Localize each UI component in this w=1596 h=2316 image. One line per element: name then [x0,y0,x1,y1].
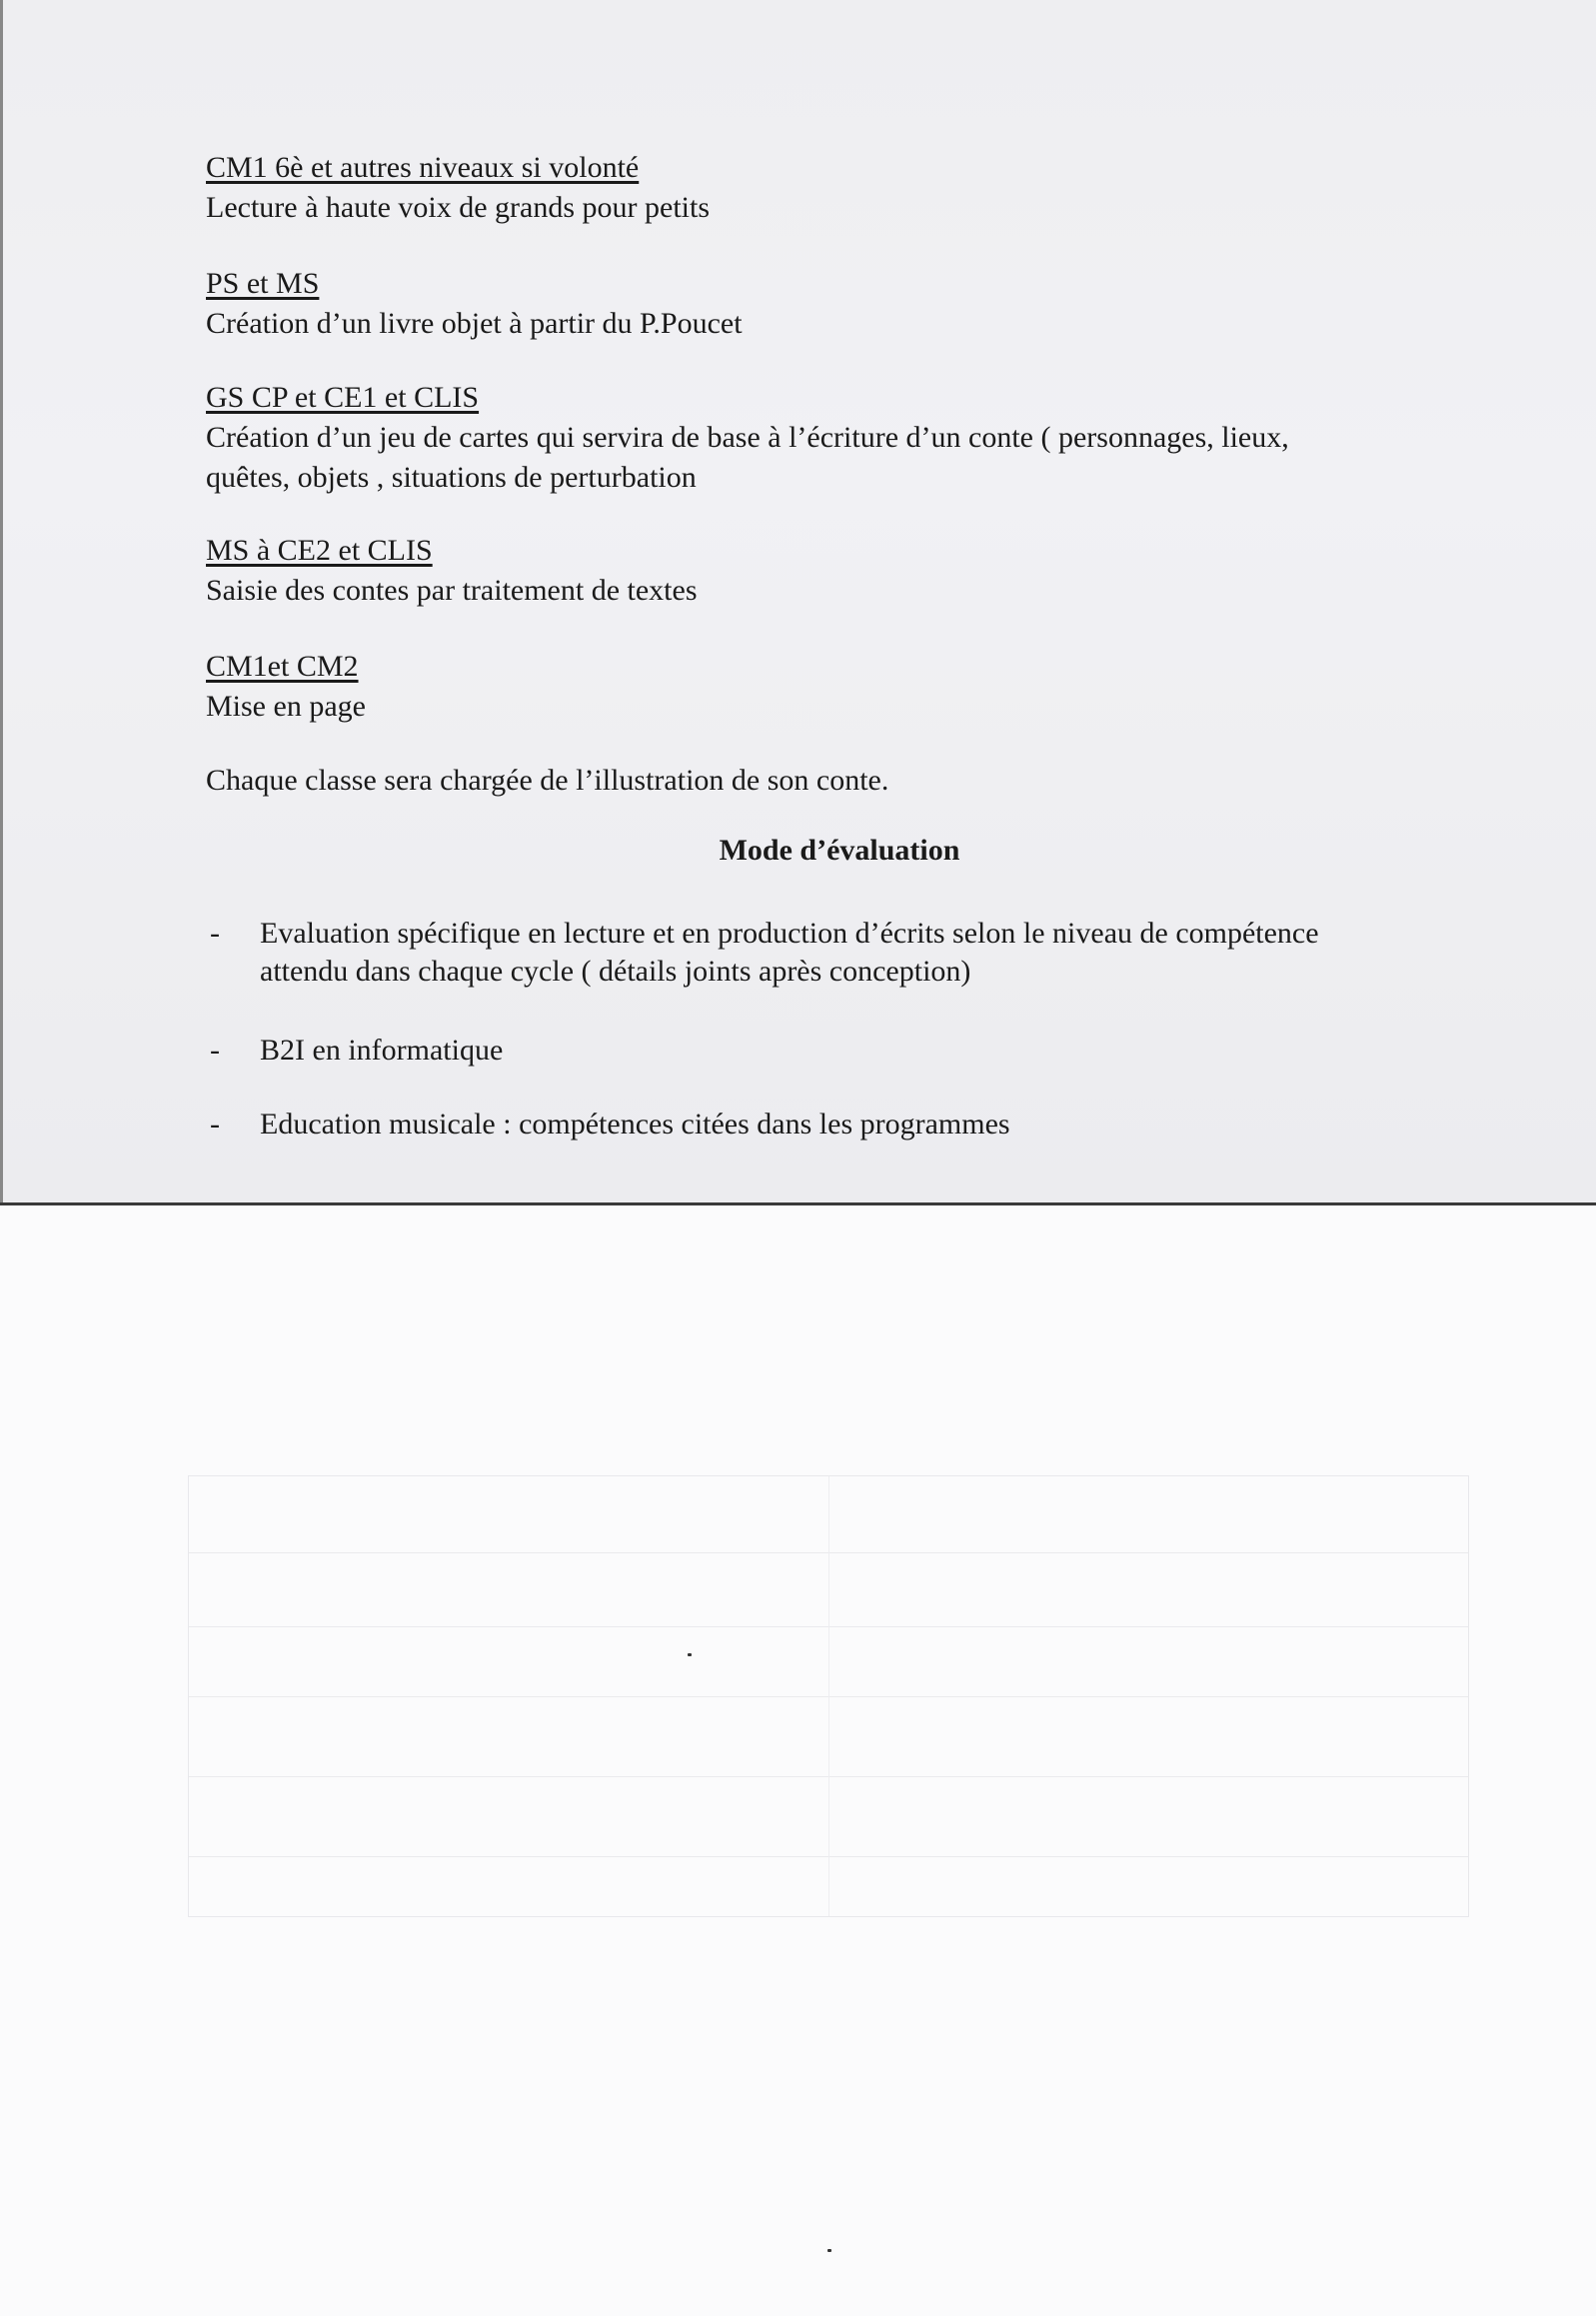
section-text: Lecture à haute voix de grands pour petits [206,191,710,224]
section-heading: MS à CE2 et CLIS [206,534,433,567]
section-cm1-cm2 [206,647,366,727]
bullet-dash: - [210,917,220,950]
paper-speck [827,2249,831,2252]
bullet-dash: - [210,1108,220,1141]
section-text: Création d’un livre objet à partir du P.Poucet [206,307,743,340]
section-gs-cp-ce1-clis [206,378,1289,498]
evaluation-item [210,915,1479,991]
bullet-dash: - [210,1034,220,1067]
evaluation-item-line2: attendu dans chaque cycle ( détails joints après conception) [260,955,971,988]
section-text-line1: Création d’un jeu de cartes qui servira de base à l’écriture d’un conte ( personnages, lieux, [206,421,1289,454]
section-ps-ms [206,264,743,344]
section-ms-ce2-clis [206,531,698,611]
evaluation-item-line1: B2I en informatique [260,1034,504,1067]
faint-table-divider [828,1476,829,1916]
section-text: Saisie des contes par traitement de textes [206,574,698,607]
section-cm1-6e [206,148,710,228]
closing-sentence-text: Chaque classe sera chargée de l’illustration de son conte. [206,764,889,797]
evaluation-item [210,1106,1479,1144]
evaluation-item-line1: Education musicale : compétences citées dans les programmes [260,1108,1010,1141]
evaluation-item [210,1032,1479,1070]
paper-speck [688,1653,692,1656]
section-heading: CM1et CM2 [206,650,359,683]
section-heading: PS et MS [206,267,320,300]
section-heading: CM1 6è et autres niveaux si volonté [206,151,640,184]
bleed-through-page [0,1205,1596,2316]
evaluation-title: Mode d’évaluation [719,834,960,867]
section-heading: GS CP et CE1 et CLIS [206,381,480,414]
evaluation-item-line1: Evaluation spécifique en lecture et en production d’écrits selon le niveau de compétence [260,917,1319,950]
closing-sentence [206,761,888,801]
section-text-line2: quêtes, objets , situations de perturbation [206,461,697,494]
section-text: Mise en page [206,690,366,723]
faint-table [188,1475,1469,1917]
